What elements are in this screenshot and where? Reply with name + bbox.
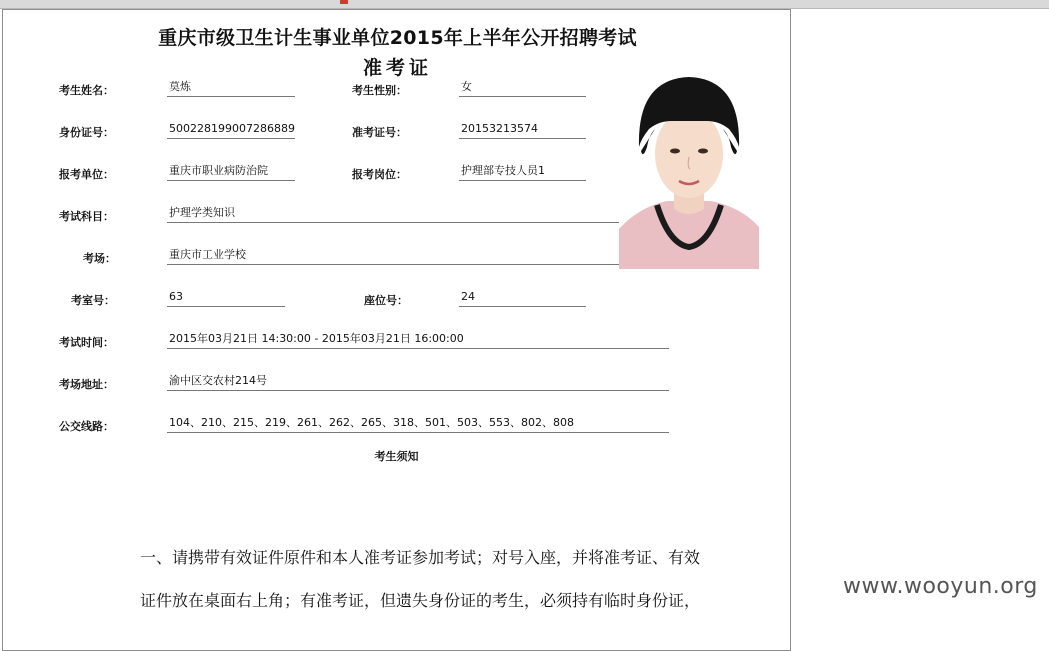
exam-time-label: 考试时间：: [59, 336, 114, 349]
gender-value: 女: [459, 80, 586, 97]
notice-line-2: 证件放在桌面右上角；有准考证，但遗失身份证的考生，必须持有临时身份证，: [140, 591, 701, 610]
venue-label: 考场：: [83, 252, 116, 265]
portrait-illustration: [619, 69, 759, 269]
ticket-title: 重庆市级卫生计生事业单位2015年上半年公开招聘考试: [158, 27, 637, 49]
exam-time-value: 2015年03月21日 14:30:00 - 2015年03月21日 16:00:00: [167, 332, 669, 349]
address-label: 考场地址：: [59, 378, 114, 391]
candidate-photo: [619, 69, 759, 269]
browser-top-strip: [0, 0, 1049, 9]
position-value: 护理部专技人员1: [459, 164, 586, 181]
ticket-subtitle: 准考证: [362, 57, 432, 79]
venue-value: 重庆市工业学校: [167, 248, 619, 265]
seat-value: 24: [459, 290, 586, 307]
seat-label: 座位号：: [364, 294, 408, 307]
name-value: 莫炼: [167, 80, 295, 97]
notice-line-1: 一、请携带有效证件原件和本人准考证参加考试；对号入座，并将准考证、有效: [140, 548, 701, 567]
position-label: 报考岗位：: [352, 168, 407, 181]
name-label: 考生姓名：: [59, 84, 114, 97]
ticket-number-value: 20153213574: [459, 122, 586, 139]
ticket-number-label: 准考证号：: [352, 126, 407, 139]
gender-label: 考生性别：: [352, 84, 407, 97]
employer-label: 报考单位：: [59, 168, 114, 181]
top-marker: [340, 0, 348, 4]
address-value: 渝中区交农村214号: [167, 374, 669, 391]
employer-value: 重庆市职业病防治院: [167, 164, 295, 181]
id-number-label: 身份证号：: [59, 126, 114, 139]
watermark: www.wooyun.org: [843, 574, 1038, 599]
room-label: 考室号：: [71, 294, 115, 307]
bus-routes-label: 公交线路：: [59, 420, 114, 433]
subject-label: 考试科目：: [59, 210, 114, 223]
subject-value: 护理学类知识: [167, 206, 619, 223]
notice-heading: 考生须知: [374, 450, 419, 463]
id-number-value: 500228199007286889: [167, 122, 295, 139]
room-value: 63: [167, 290, 285, 307]
bus-routes-value: 104、210、215、219、261、262、265、318、501、503、553、802、808: [167, 416, 669, 433]
